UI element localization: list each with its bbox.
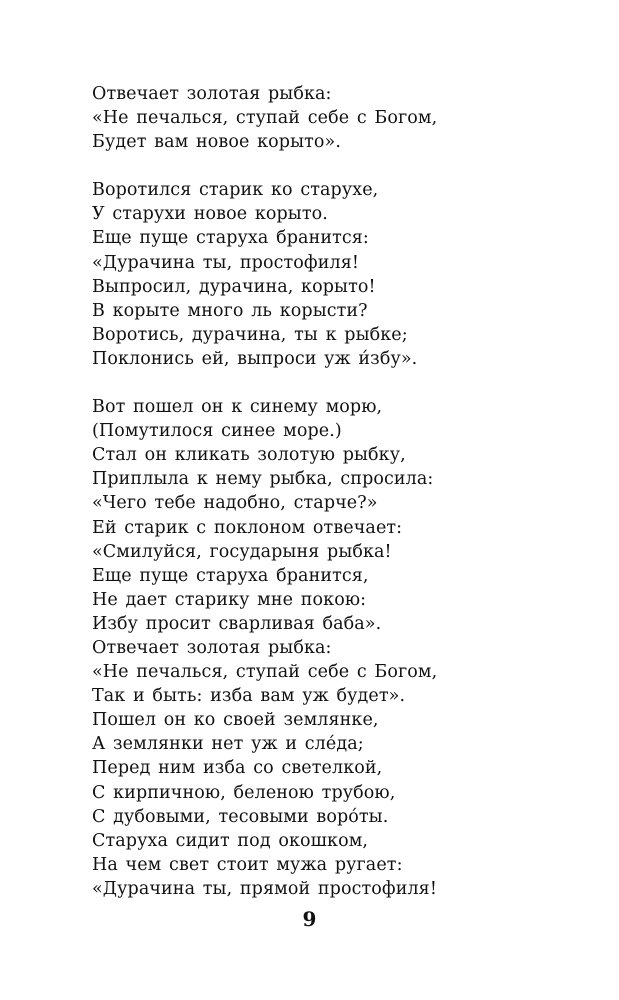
page-number: 9	[302, 907, 317, 931]
stanza-3	[92, 395, 492, 901]
poem-line: Стал он кликать золотую рыбку,	[92, 445, 406, 466]
poem-line: Отвечает золотая рыбка:	[92, 84, 332, 104]
poem-line: Воротился старик ко старухе,	[92, 180, 379, 201]
poem-line: «Дурачина ты, прямой простофиля!	[92, 878, 437, 899]
poem-line: Еще пуще старуха бранится,	[92, 565, 369, 586]
poem-line: Ей старик с поклоном отвечает:	[92, 517, 403, 538]
poem-line: Воротись, дурачина, ты к рыбке;	[92, 324, 408, 345]
poem-line: С дубовыми, тесовыми воро́ты.	[92, 806, 389, 827]
poem-line: «Чего тебе надобно, старче?»	[92, 493, 378, 514]
poem-line: Перед ним изба со светелкой,	[92, 758, 383, 779]
poem-line: Избу просит сварливая баба».	[92, 613, 382, 634]
poem-line: Выпросил, дурачина, корыто!	[92, 276, 376, 297]
poem-line: «Дурачина ты, простофиля!	[92, 252, 359, 273]
poem-line: Приплыла к нему рыбка, спросила:	[92, 469, 434, 490]
stanza-2	[92, 178, 492, 371]
poem-line: (Помутилося синее море.)	[92, 421, 342, 442]
poem-line: У старухи новое корыто.	[92, 204, 328, 225]
poem-line: Поклонись ей, выпроси уж и́збу».	[92, 348, 418, 369]
poem-line: В корыте много ль корысти?	[92, 300, 368, 321]
poem-line: «Смилуйся, государыня рыбка!	[92, 541, 392, 562]
poem-line: Старуха сидит под окошком,	[92, 830, 369, 851]
poem-line: «Не печалься, ступай себе с Богом,	[92, 662, 438, 683]
poem-line: А землянки нет уж и сле́да;	[92, 734, 364, 755]
poem-line: «Не печалься, ступай себе с Богом,	[92, 108, 438, 129]
stanza-1	[92, 82, 492, 154]
poem-line: Вот пошел он к синему морю,	[92, 397, 383, 418]
poem-line: На чем свет стоит мужа ругает:	[92, 854, 403, 875]
poem-line: Не дает старику мне покою:	[92, 589, 367, 610]
poem-line: Пошел он ко своей землянке,	[92, 710, 379, 731]
poem-line: Еще пуще старуха бранится:	[92, 228, 369, 249]
poem-line: Отвечает золотая рыбка:	[92, 637, 332, 658]
poem-text	[92, 82, 492, 901]
poem-line: С кирпичною, беленою трубою,	[92, 782, 396, 803]
poem-line: Будет вам новое корыто».	[92, 132, 341, 153]
poem-line: Так и быть: изба вам уж будет».	[92, 686, 406, 707]
